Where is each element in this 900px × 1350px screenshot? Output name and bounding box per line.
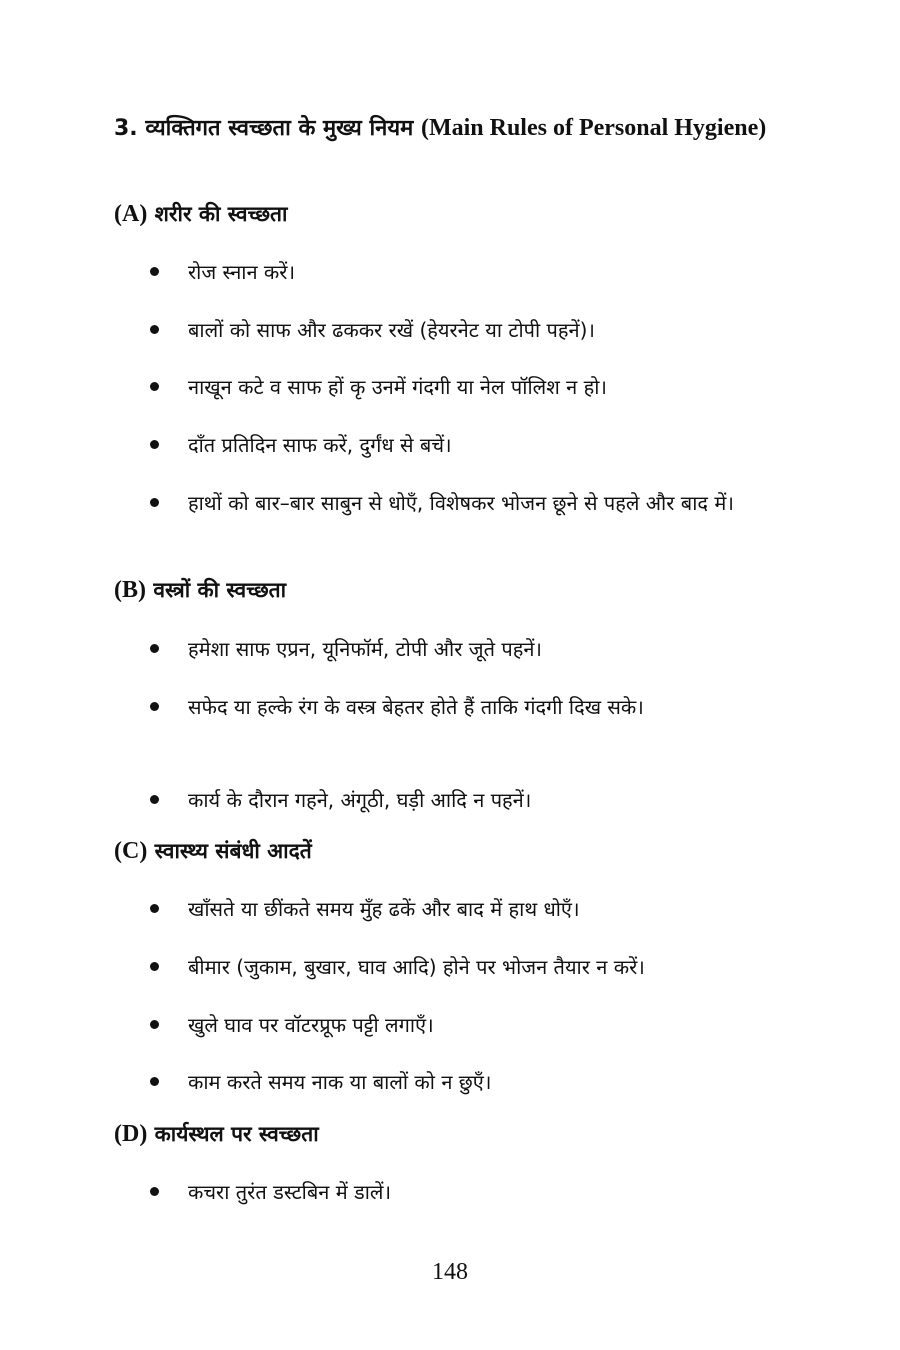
section-letter: (B) [114, 577, 146, 603]
section-title: कार्यस्थल पर स्वच्छता [154, 1122, 319, 1146]
list-item: बालों को साफ और ढककर रखें (हेयरनेट या टोपी पहनें)। [150, 312, 790, 348]
bullet-icon [150, 440, 159, 449]
bullet-icon [150, 702, 159, 711]
list-item: हाथों को बार–बार साबुन से धोएँ, विशेषकर भोजन छूने से पहले और बाद में। [150, 485, 790, 521]
bullet-icon [150, 382, 159, 391]
list-item: बीमार (जुकाम, बुखार, घाव आदि) होने पर भोजन तैयार न करें। [150, 949, 790, 985]
heading-english: (Main Rules of Personal Hygiene) [420, 115, 767, 141]
section-heading-a [114, 197, 287, 231]
bullet-icon [150, 325, 159, 334]
list-item: काम करते समय नाक या बालों को न छुएँ। [150, 1064, 790, 1100]
bullet-icon [150, 1077, 159, 1086]
heading-number: 3. [114, 116, 138, 141]
section-heading-c [114, 834, 312, 868]
section-heading-b [114, 573, 286, 607]
section-title: स्वास्थ्य संबंधी आदतें [154, 839, 312, 863]
list-item: नाखून कटे व साफ हों कृ उनमें गंदगी या नेल पॉलिश न हो। [150, 369, 790, 405]
main-heading [114, 110, 790, 147]
section-heading-d [114, 1117, 319, 1151]
list-item: खाँसते या छींकते समय मुँह ढकें और बाद में हाथ धोएँ। [150, 891, 790, 927]
list-item: रोज स्नान करें। [150, 254, 790, 290]
bullet-icon [150, 267, 159, 276]
list-item: कचरा तुरंत डस्टबिन में डालें। [150, 1174, 790, 1210]
section-title: शरीर की स्वच्छता [154, 202, 288, 226]
bullet-icon [150, 795, 159, 804]
section-letter: (C) [114, 838, 148, 864]
list-item: सफेद या हल्के रंग के वस्त्र बेहतर होते हैं ताकि गंदगी दिख सके। [150, 689, 790, 725]
bullet-icon [150, 498, 159, 507]
list-item: हमेशा साफ एप्रन, यूनिफॉर्म, टोपी और जूते पहनें। [150, 631, 790, 667]
bullet-icon [150, 1187, 159, 1196]
list-item: कार्य के दौरान गहने, अंगूठी, घड़ी आदि न पहनें। [150, 782, 790, 818]
bullet-icon [150, 962, 159, 971]
page-number: 148 [432, 1259, 468, 1285]
bullet-icon [150, 644, 159, 653]
list-item: खुले घाव पर वॉटरप्रूफ पट्टी लगाएँ। [150, 1007, 790, 1043]
section-title: वस्त्रों की स्वच्छता [153, 578, 287, 602]
bullet-icon [150, 904, 159, 913]
heading-hindi: व्यक्तिगत स्वच्छता के मुख्य नियम [145, 116, 414, 141]
section-letter: (A) [114, 201, 148, 227]
list-item: दाँत प्रतिदिन साफ करें, दुर्गंध से बचें। [150, 427, 790, 463]
section-letter: (D) [114, 1121, 148, 1147]
bullet-icon [150, 1020, 159, 1029]
